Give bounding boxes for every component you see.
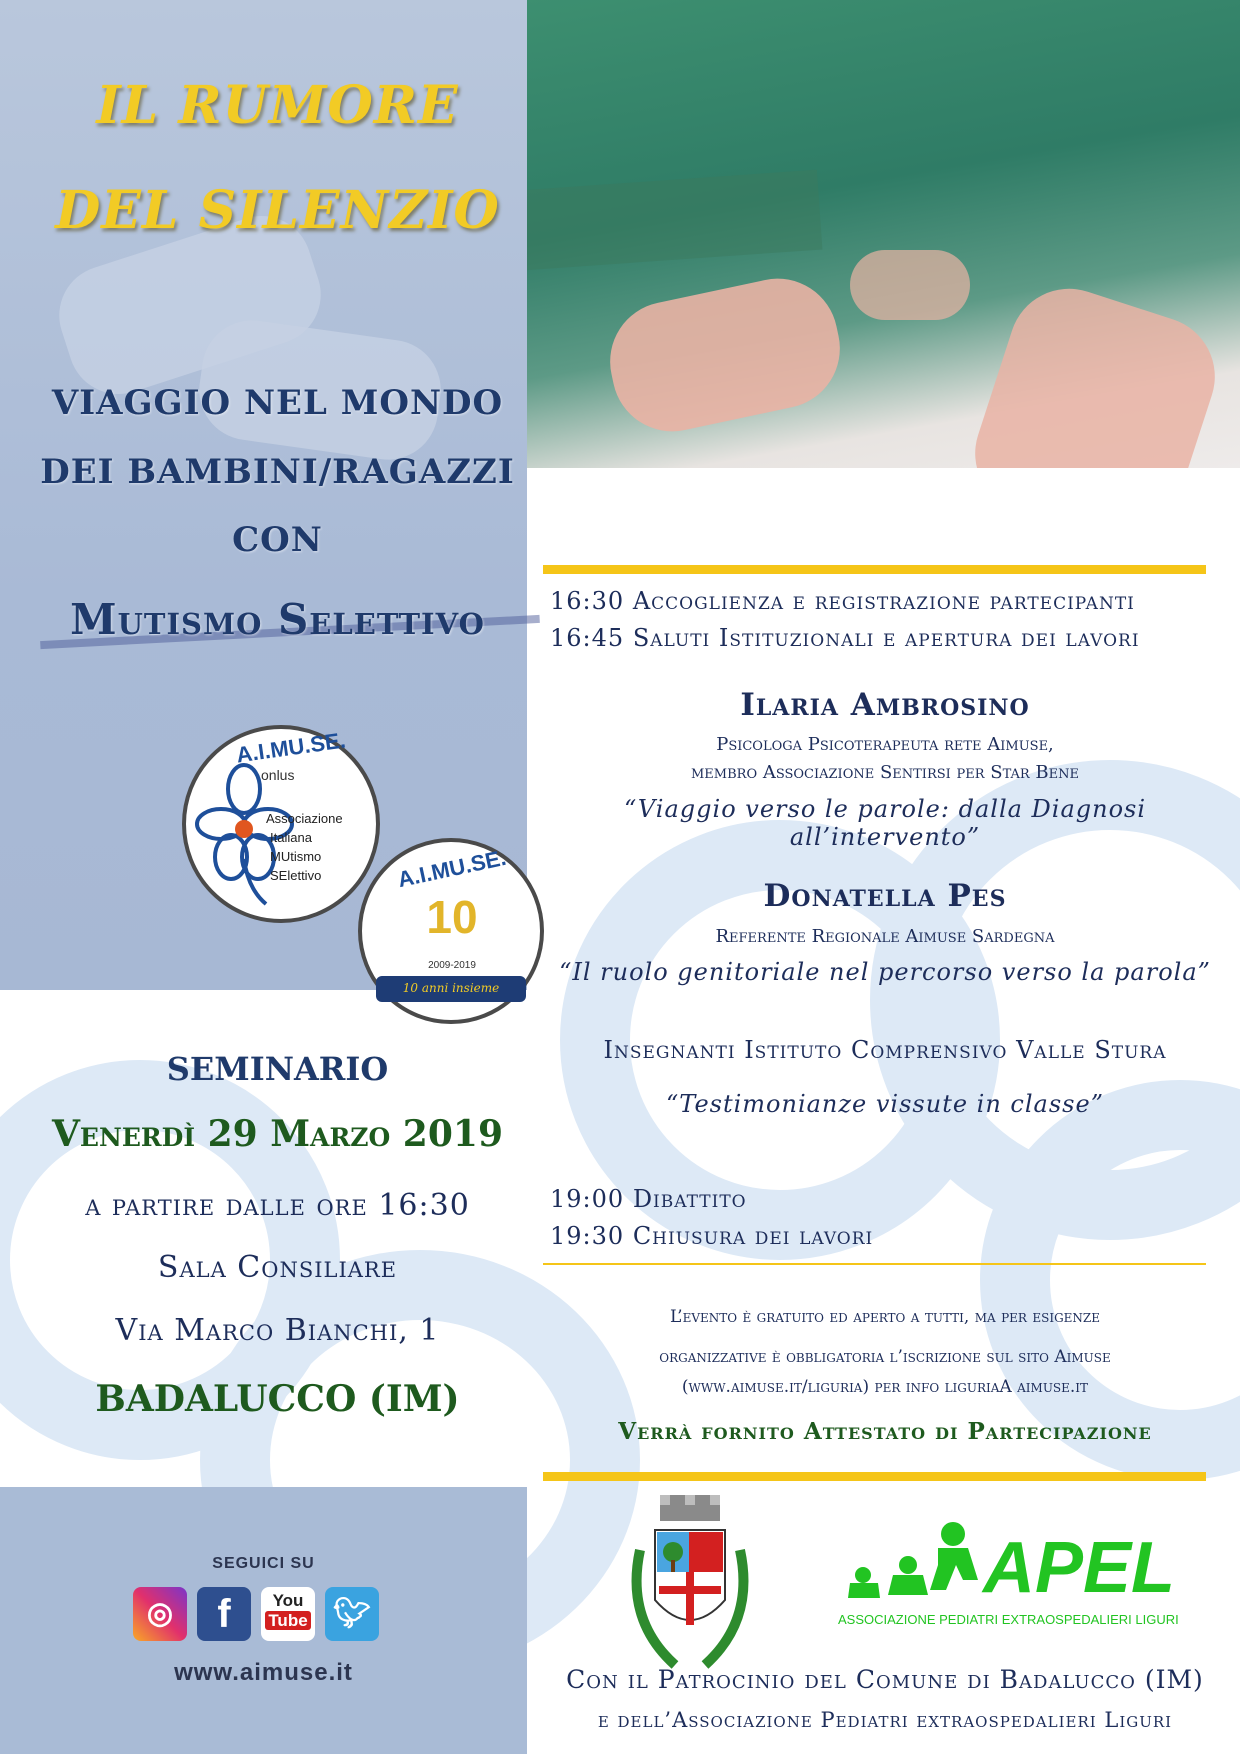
event-city: BADALUCCO (IM): [95, 1378, 460, 1420]
anniversary-logo-name: A.I.MU.SE.: [395, 844, 509, 893]
program-item-4: [550, 1222, 873, 1250]
subtitle-line-4: Mutismo Selettivo: [70, 595, 485, 644]
event-type: SEMINARIO: [166, 1050, 389, 1088]
website-link[interactable]: www.aimuse.it: [174, 1659, 353, 1686]
subtitle-line-2: DEI BAMBINI/RAGAZZI: [40, 452, 515, 492]
speaker-1-talk: “Viaggio verso le parole: dalla Diagnosi all’intervento”: [623, 795, 1147, 851]
hero-photo: [520, 0, 1240, 565]
program-item-2: [550, 624, 1140, 652]
speaker-3-name: Insegnanti Istituto Comprensivo Valle Stura: [603, 1036, 1167, 1064]
divider-bottom: [543, 1472, 1206, 1481]
patrocinio-line-2: e dell’Associazione Pediatri extraospedalieri Liguri: [597, 1708, 1173, 1732]
program-item-time: 19:00: [550, 1185, 625, 1213]
program-item-text: Accoglienza e registrazione partecipanti: [632, 587, 1135, 615]
aimuse-logo-line-1: Associazione: [266, 811, 343, 826]
anniversary-years: 2009-2019: [428, 960, 476, 971]
apel-name: APEL: [983, 1528, 1176, 1608]
event-date: Venerdì 29 Marzo 2019: [52, 1113, 503, 1155]
apel-logo: [838, 1520, 1188, 1650]
facebook-icon[interactable]: f: [197, 1587, 251, 1641]
speaker-2-name: Donatella Pes: [763, 878, 1007, 914]
aimuse-logo-name: A.I.MU.SE.: [234, 727, 348, 768]
children-figures-icon: [838, 1520, 988, 1600]
instagram-icon[interactable]: ◎: [133, 1587, 187, 1641]
aimuse-logo-line-2: Italiana: [270, 830, 312, 845]
subtitle-line-1: VIAGGIO NEL MONDO: [51, 383, 504, 423]
coat-of-arms-icon: [615, 1490, 765, 1680]
patrocinio-line-1: Con il Patrocinio del Comune di Badalucco (IM): [566, 1665, 1204, 1694]
twitter-icon[interactable]: 🐦︎: [325, 1587, 379, 1641]
anniversary-number: 10: [426, 891, 478, 943]
program-item-1: [550, 587, 1135, 615]
speaker-3-talk: “Testimonianze vissute in classe”: [666, 1090, 1104, 1118]
event-time: a partire dalle ore 16:30: [85, 1188, 470, 1223]
speaker-2-talk: “Il ruolo genitoriale nel percorso verso la parola”: [559, 958, 1211, 986]
aimuse-logo: [182, 725, 380, 923]
social-label: SEGUICI SU: [212, 1555, 315, 1572]
aimuse-logo-onlus: onlus: [261, 767, 295, 783]
program-item-time: 16:30: [550, 587, 625, 615]
subtitle-line-3: CON: [232, 520, 323, 560]
title-line-2: DEL SILENZIO: [55, 180, 500, 241]
program-item-text: Saluti Istituzionali e apertura dei lavori: [632, 624, 1140, 652]
speaker-1-name: Ilaria Ambrosino: [740, 687, 1030, 723]
note-line-3: (www.aimuse.it/liguria) per info liguriaA aimuse.it: [681, 1377, 1089, 1397]
speaker-1-role-2: membro Associazione Sentirsi per Star Bene: [690, 762, 1080, 783]
speaker-1-role-1: Psicologa Psicoterapeuta rete Aimuse,: [716, 734, 1054, 755]
title-line-1: IL RUMORE: [96, 75, 459, 136]
event-address: Via Marco Bianchi, 1: [115, 1313, 440, 1348]
note-attestato: Verrà fornito Attestato di Partecipazione: [618, 1418, 1152, 1445]
badalucco-coat-of-arms: [615, 1490, 765, 1680]
aimuse-anniversary-logo: [358, 838, 544, 1024]
divider-thin: [543, 1263, 1206, 1265]
note-line-2: organizzative è obbligatoria l’iscrizione sul sito Aimuse: [659, 1347, 1111, 1367]
program-item-text: Chiusura dei lavori: [632, 1222, 874, 1250]
aimuse-logo-line-4: SElettivo: [270, 868, 322, 883]
aimuse-logo-line-3: MUtismo: [270, 849, 322, 864]
program-item-time: 19:30: [550, 1222, 625, 1250]
anniversary-ribbon-text: 10 anni insieme: [402, 981, 500, 995]
speaker-2-role-1: Referente Regionale Aimuse Sardegna: [715, 926, 1055, 947]
event-venue: Sala Consiliare: [157, 1250, 398, 1285]
divider-top: [543, 565, 1206, 574]
note-line-1: L’evento è gratuito ed aperto a tutti, ma per esigenze: [669, 1307, 1101, 1327]
social-panel: [0, 1487, 527, 1754]
apel-full-name: ASSOCIAZIONE PEDIATRI EXTRAOSPEDALIERI LIGURI: [838, 1612, 1179, 1627]
youtube-icon[interactable]: You Tube: [261, 1587, 315, 1641]
program-item-text: Dibattito: [632, 1185, 747, 1213]
program-item-3: [550, 1185, 747, 1213]
program-item-time: 16:45: [550, 624, 625, 652]
